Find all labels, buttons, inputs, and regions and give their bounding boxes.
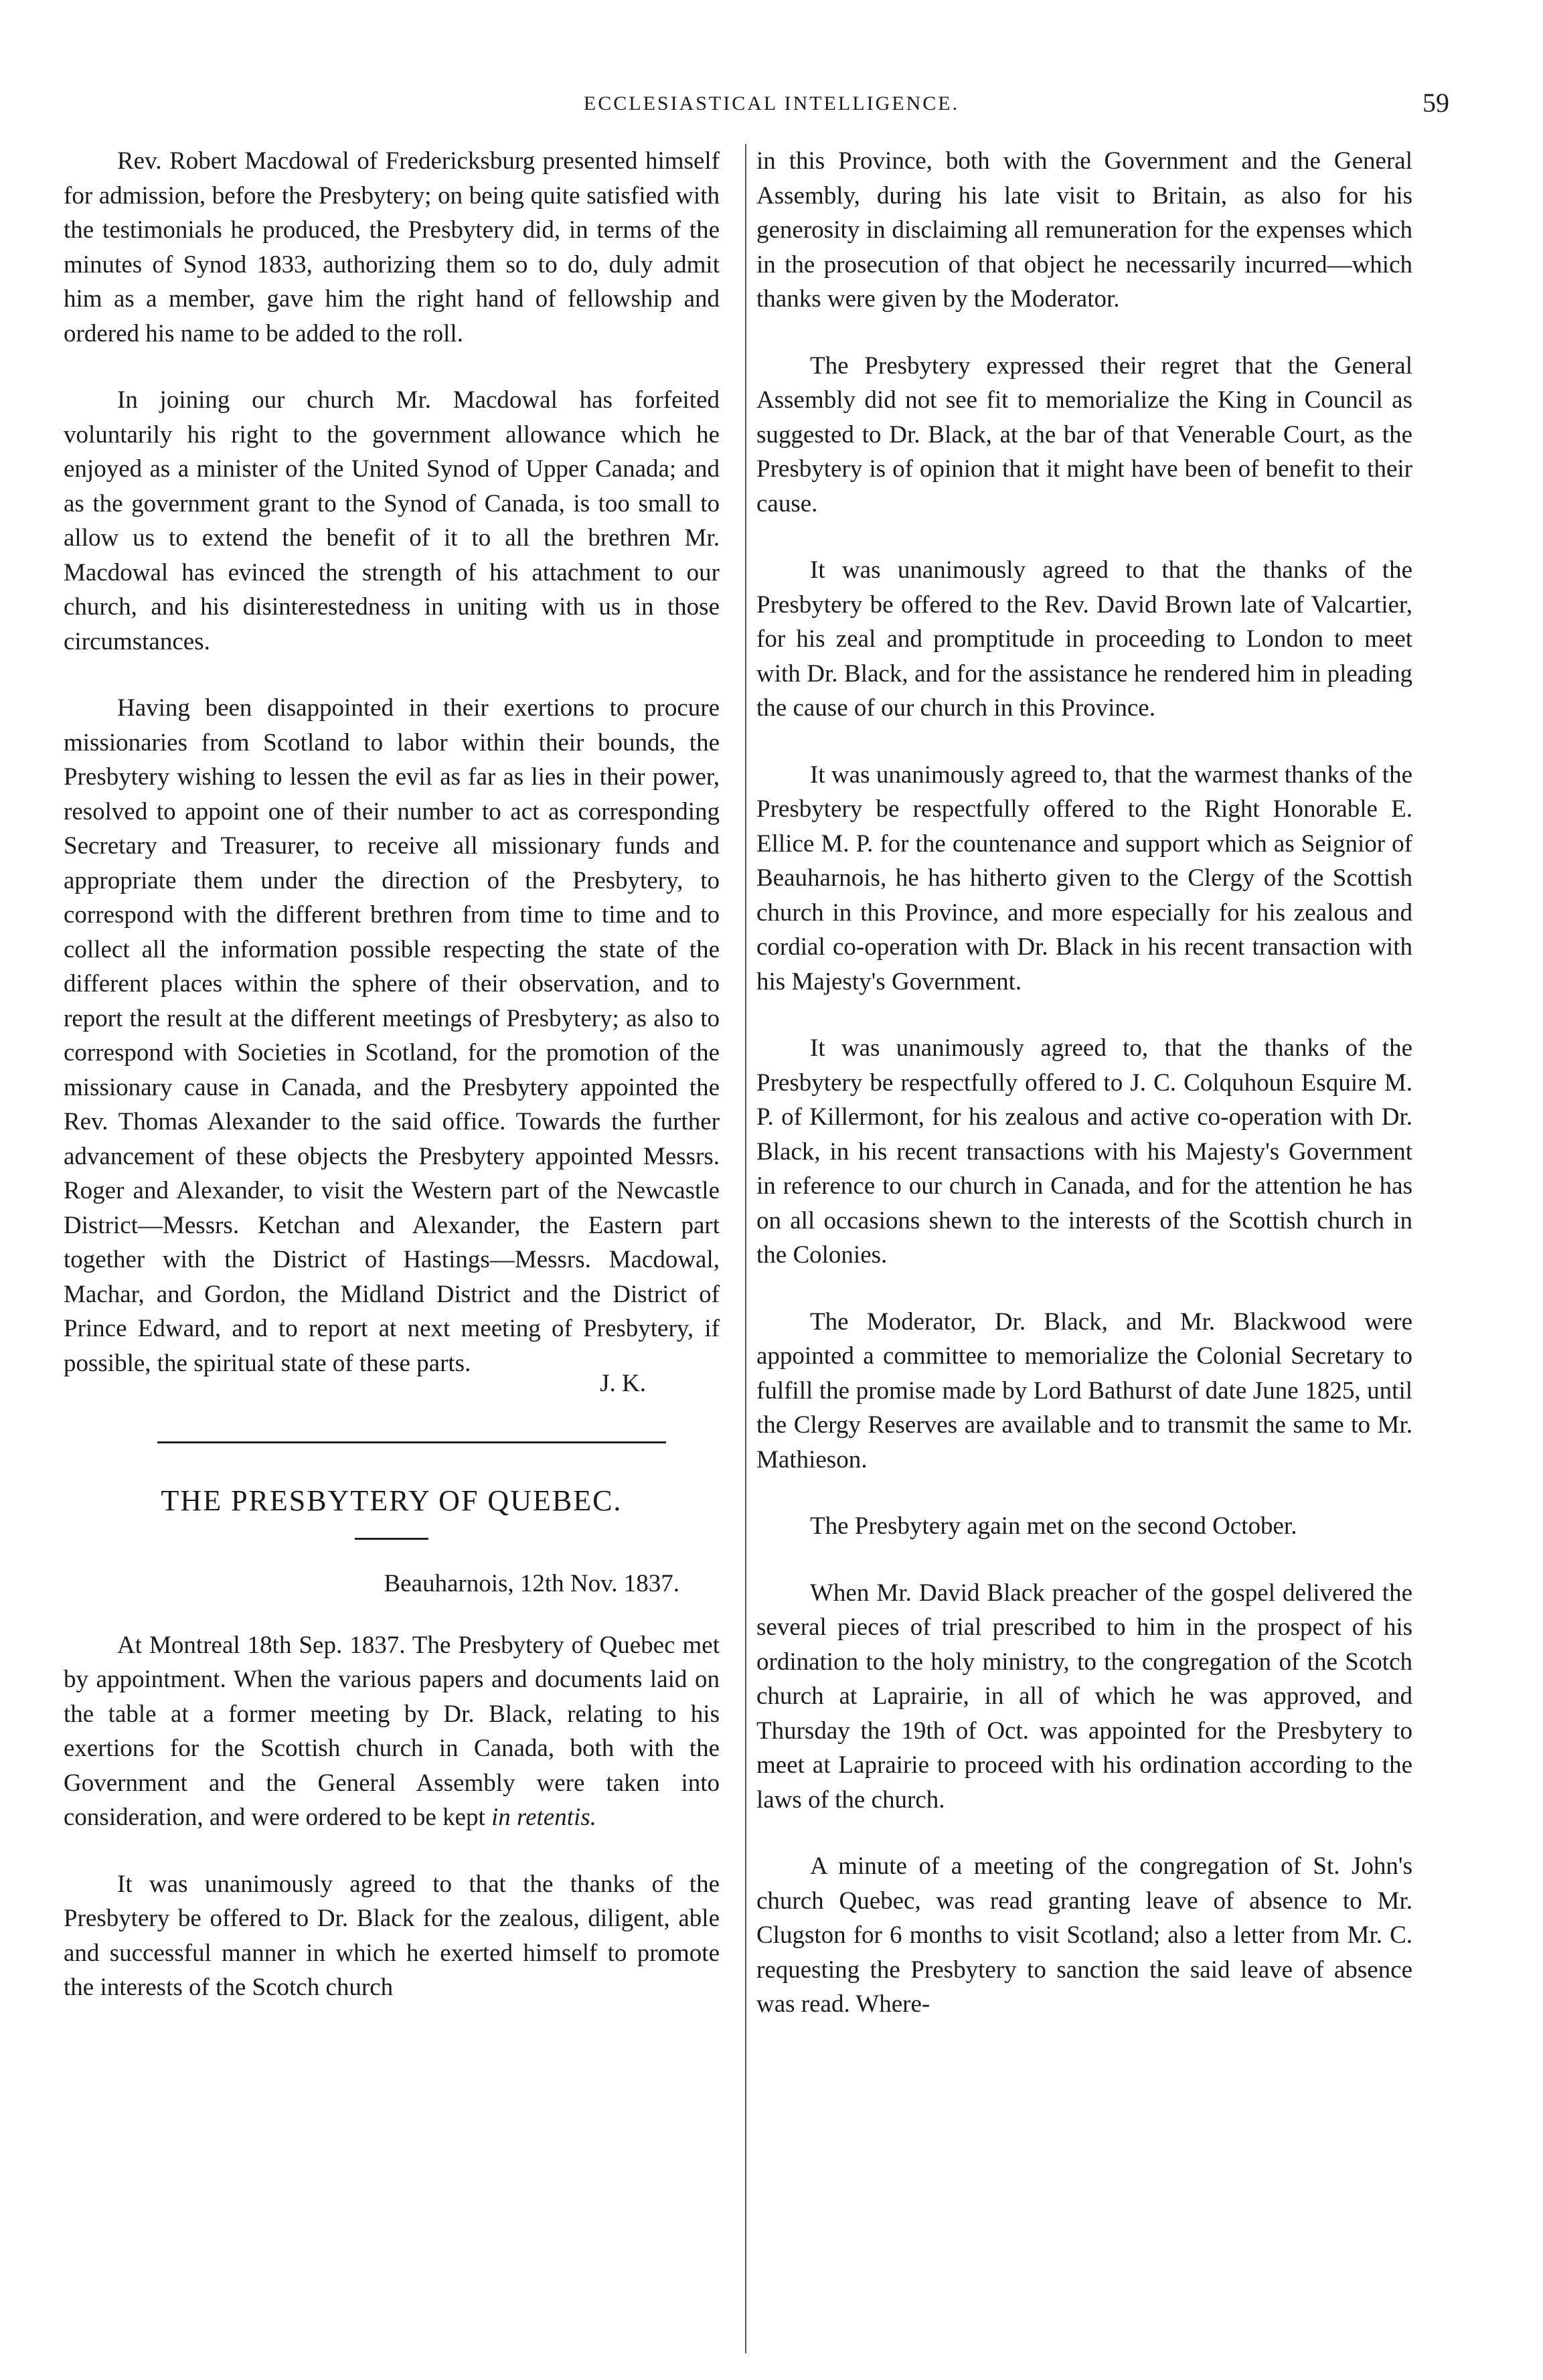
paragraph: The Presbytery expressed their regret that the General Assembly did not see fit to memorialize the King in Council as suggested to Dr. Black, at the bar of that Venerable Court, as the Presbytery is of opinion that it might have been of benefit to their cause.	[756, 351, 1412, 518]
right-column	[756, 144, 1412, 2054]
paragraph: A minute of a meeting of the congregation of St. John's church Quebec, was read granting leave of absence to Mr. Clugston for 6 months to visit Scotland; also a letter from Mr. C. requesting the Presbytery to sanction the said leave of absence was read. Where-	[756, 1852, 1412, 2018]
paragraph: In joining our church Mr. Macdowal has forfeited voluntarily his right to the government allowance which he enjoyed as a minister of the United Synod of Upper Canada; and as the government grant to the Synod of Canada, is too small to allow us to extend the benefit of it to all the brethren Mr. Macdowal has evinced the strength of his attachment to our church, and his disinterestedness in uniting with us in those circumstances.	[64, 386, 720, 655]
page-number: 59	[1423, 88, 1449, 118]
section-title: THE PRESBYTERY OF QUEBEC.	[161, 1484, 623, 1517]
column-divider	[745, 144, 746, 2353]
paragraph: It was unanimously agreed to that the thanks of the Presbytery be offered to Dr. Black for the zealous, diligent, able and successful manner in which he exerted himself to promote the interests of the Scotch church	[64, 1870, 720, 2001]
paragraph: Having been disappointed in their exertions to procure missionaries from Scotland to labor within their bounds, the Presbytery wishing to lessen the evil as far as lies in their power, resolved to appoint one of their number to act as corresponding Secretary and Treasurer, to receive all missionary funds and appropriate them under the direction of the Presbytery, to correspond with the different brethren from time to time and to collect all the information possible respecting the state of the different places within the sphere of their observation, and to report the result at the different meetings of Presbytery; as also to correspond with Societies in Scotland, for the promotion of the missionary cause in Canada, and the Presbytery appointed the Rev. Thomas Alexander to the said office. Towards the further advancement of these objects the Presbytery appointed Messrs. Roger and Alexander, to visit the Western part of the Newcastle District—Messrs. Ketchan and Alexander, the Eastern part together with the District of Hastings—Messrs. Macdowal, Machar, and Gordon, the Midland District and the District of Prince Edward, and to report at next meeting of Presbytery, if possible, the spiritual state of these parts.	[64, 694, 720, 1377]
running-title: ECCLESIASTICAL INTELLIGENCE.	[583, 92, 960, 114]
left-column	[64, 144, 720, 2037]
paragraph: When Mr. David Black preacher of the gospel delivered the several pieces of trial prescribed to him in the prospect of his ordination to the holy ministry, to the congregation of the Scotch church at Laprairie, in all of which he was approved, and Thursday the 19th of Oct. was appointed for the Presbytery to meet at Laprairie to proceed with his ordination according to the laws of the church.	[756, 1579, 1412, 1814]
paragraph-text: At Montreal 18th Sep. 1837. The Presbytery of Quebec met by appointment. When the various papers and documents laid on the table at a former meeting by Dr. Black, relating to his exertions for the Scottish church in Canada, both with the Government and the General Assembly were taken into consideration, and were ordered to be kept	[64, 1631, 720, 1831]
paragraph: in this Province, both with the Government and the General Assembly, during his late visit to Britain, as also for his generosity in disclaiming all remuneration for the expenses which in the prosecution of that object he necessarily incurred—which thanks were given by the Moderator.	[756, 147, 1412, 313]
paragraph: It was unanimously agreed to, that the thanks of the Presbytery be respectfully offered to J. C. Colquhoun Esquire M. P. of Killermont, for his zealous and active co-operation with Dr. Black, in his recent transactions with his Majesty's Government in reference to our church in Canada, and for the attention he has on all occasions shewn to the interests of the Scottish church in the Colonies.	[756, 1034, 1412, 1269]
paragraph	[64, 1628, 720, 1835]
latin-phrase: in retentis.	[491, 1804, 596, 1831]
title-rule	[355, 1538, 428, 1540]
paragraph: It was unanimously agreed to, that the warmest thanks of the Presbytery be respectfully offered to the Right Honorable E. Ellice M. P. for the countenance and support which as Seignior of Beauharnois, he has hitherto given to the Clergy of the Scottish church in this Province, and more especially for his zealous and cordial co-operation with Dr. Black in his recent transaction with his Majesty's Government.	[756, 761, 1412, 996]
running-head	[0, 87, 1543, 127]
paragraph: It was unanimously agreed to that the thanks of the Presbytery be offered to the Rev. David Brown late of Valcartier, for his zeal and promptitude in proceeding to London to meet with Dr. Black, and for the assistance he rendered him in pleading the cause of our church in this Province.	[756, 556, 1412, 722]
paragraph: The Moderator, Dr. Black, and Mr. Blackwood were appointed a committee to memorialize the Colonial Secretary to fulfill the promise made by Lord Bathurst of date June 1825, until the Clergy Reserves are available and to transmit the same to Mr. Mathieson.	[756, 1307, 1412, 1474]
paragraph: The Presbytery again met on the second October.	[810, 1512, 1297, 1540]
paragraph: Rev. Robert Macdowal of Fredericksburg presented himself for admission, before the Presbytery; on being quite satisfied with the testimonials he produced, the Presbytery did, in terms of the minutes of Synod 1833, authorizing them so to do, duly admit him as a member, gave him the right hand of fellowship and ordered his name to be added to the roll.	[64, 147, 720, 347]
dateline: Beauharnois, 12th Nov. 1837.	[384, 1570, 679, 1597]
section-divider	[157, 1441, 666, 1443]
signature: J. K.	[600, 1370, 646, 1397]
